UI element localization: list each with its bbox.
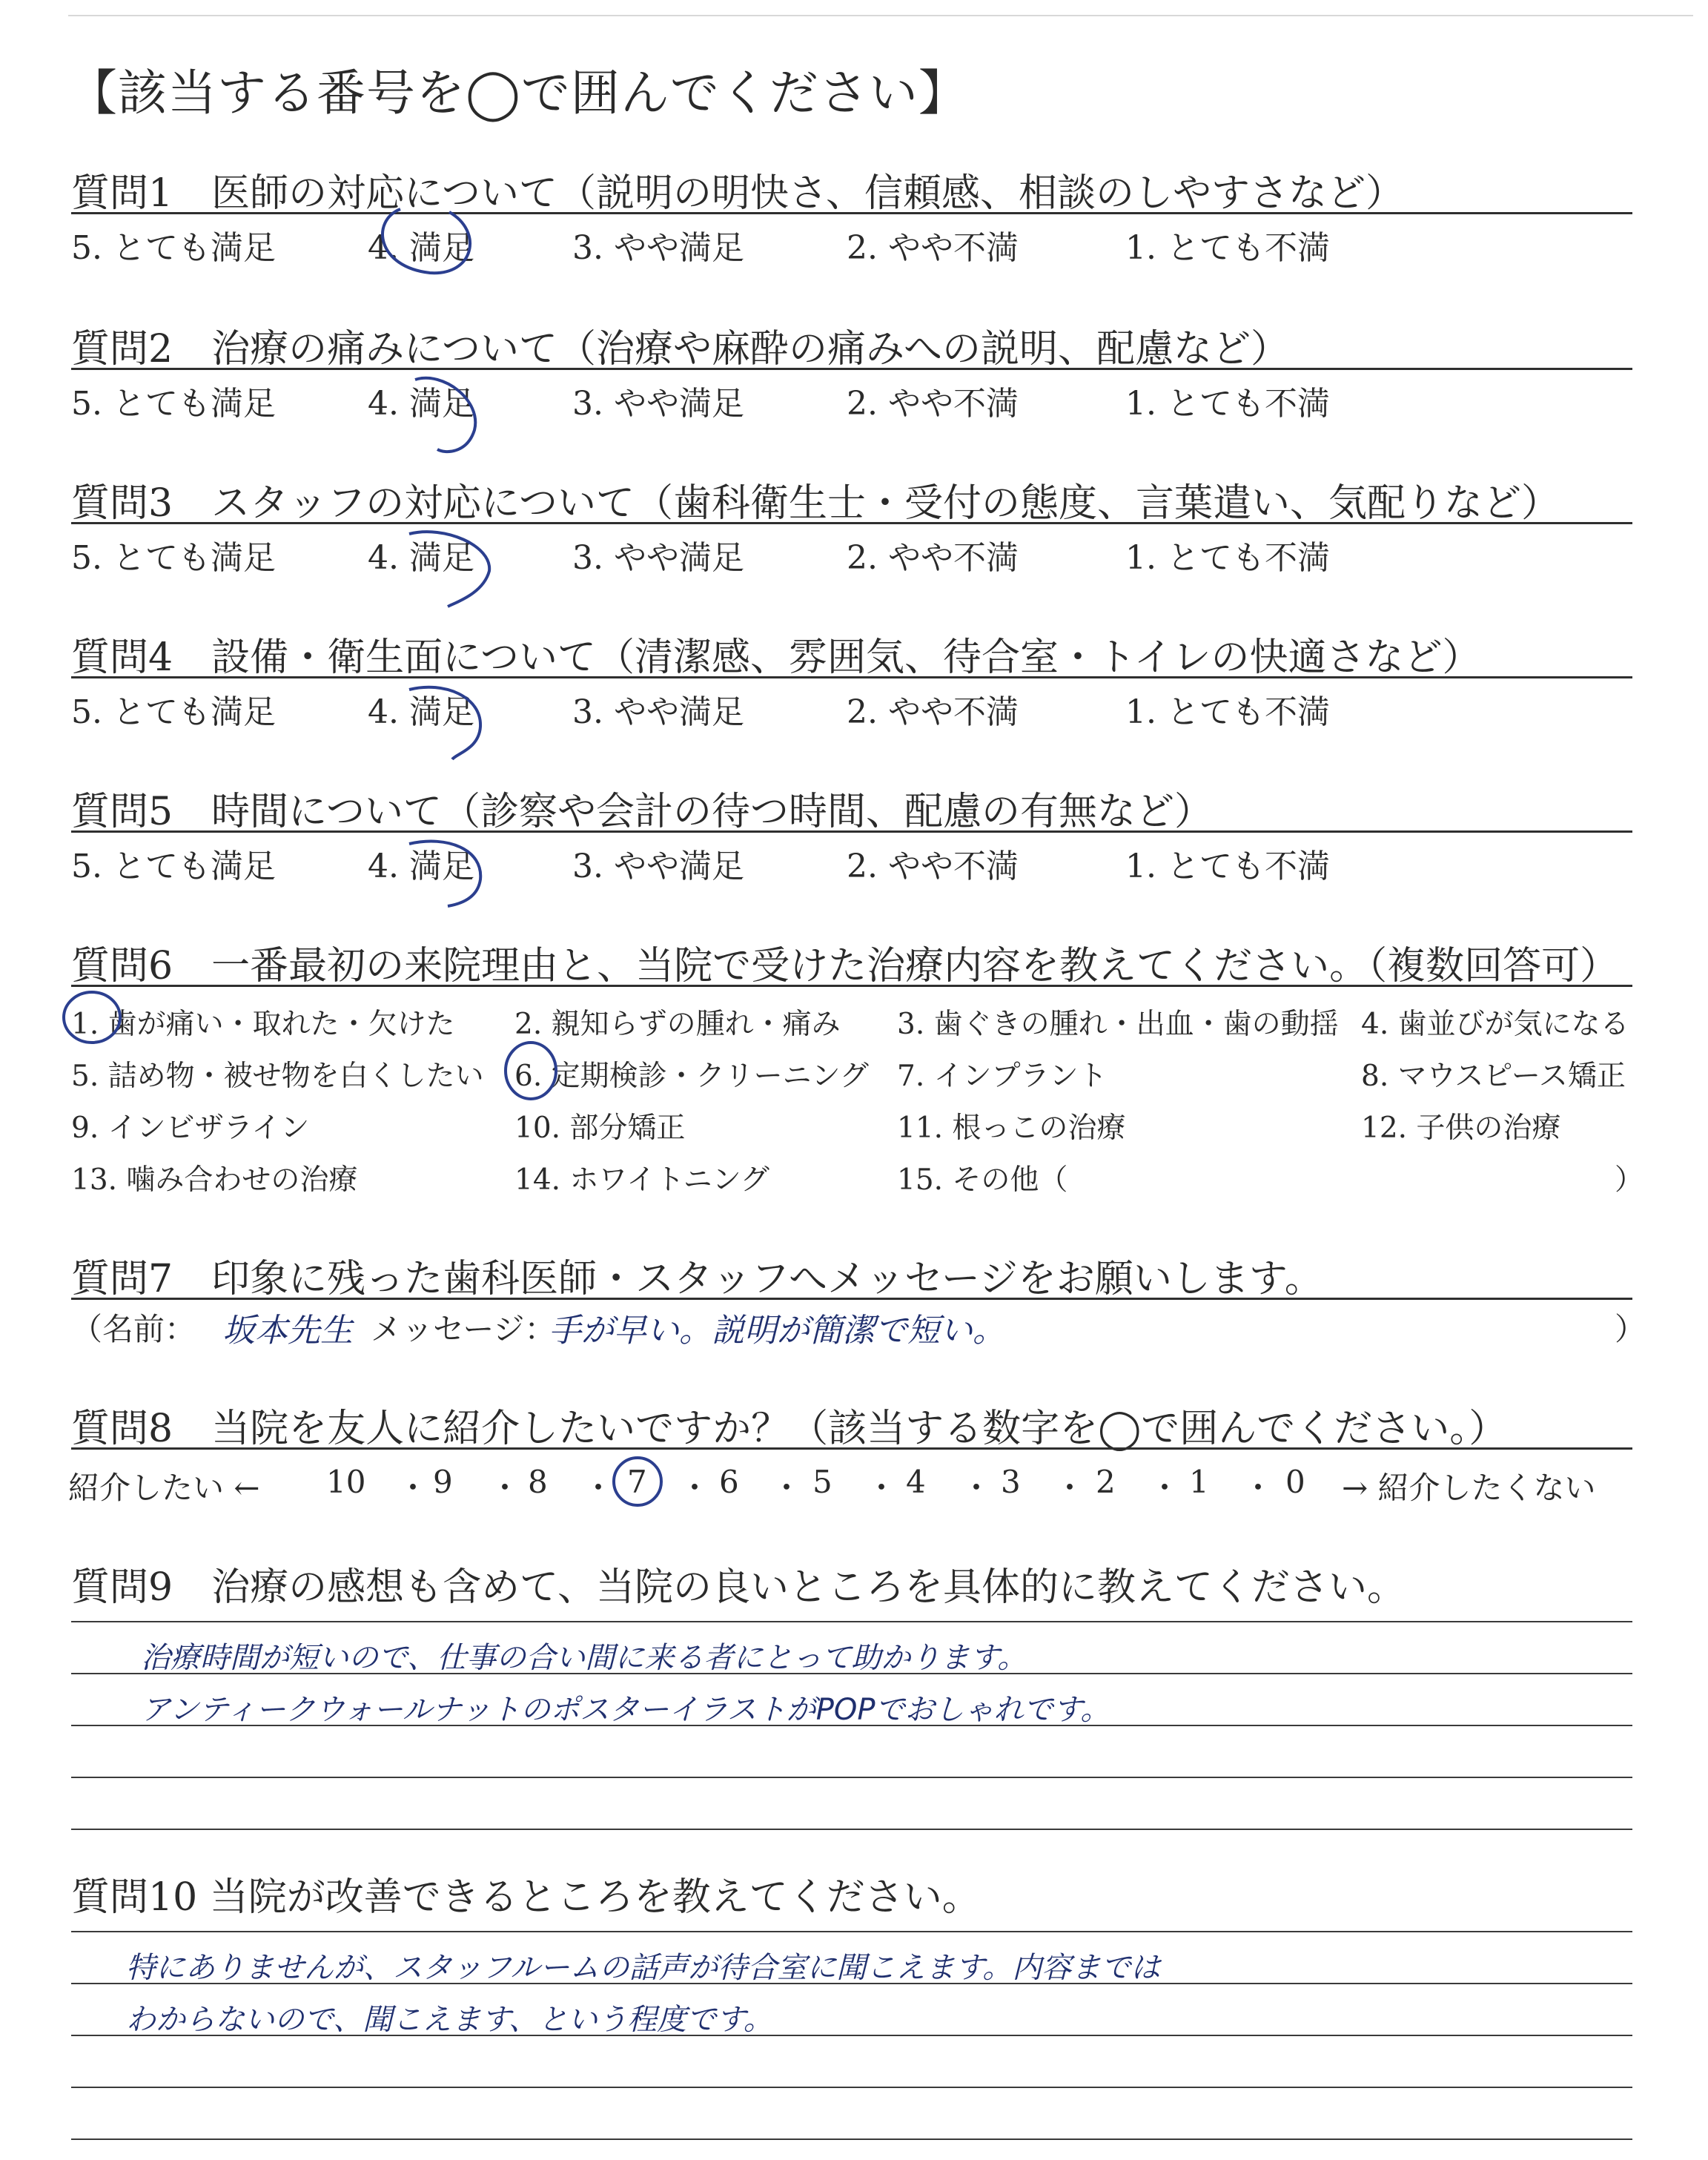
question-5: 質問5 時間について（診察や会計の待つ時間、配慮の有無など） <box>71 790 1214 834</box>
q3-option-4[interactable]: 4. 満足 <box>368 539 474 577</box>
q8-scale-10[interactable]: 10 <box>326 1464 366 1500</box>
q8-scale-3[interactable]: 3 <box>1001 1464 1021 1500</box>
q1-option-4[interactable]: 4. 満足 <box>368 229 474 267</box>
q3-option-1[interactable]: 1. とても不満 <box>1125 539 1330 577</box>
q8-scale-dot: ・ <box>866 1470 898 1506</box>
question-4: 質問4 設備・衛生面について（清潔感、雰囲気、待合室・トイレの快適さなど） <box>71 635 1481 680</box>
q8-scale-dot: ・ <box>1149 1470 1181 1506</box>
q2-option-4[interactable]: 4. 満足 <box>368 385 474 423</box>
q1-option-5[interactable]: 5. とても満足 <box>71 229 276 267</box>
q8-scale-dot: ・ <box>679 1470 711 1506</box>
q8-scale-dot: ・ <box>771 1470 803 1506</box>
question-3: 質問3 スタッフの対応について（歯科衛生士・受付の態度、言葉遣い、気配りなど） <box>71 481 1560 526</box>
q6-option-2[interactable]: 2. 親知らずの腫れ・痛み <box>514 1008 841 1041</box>
q2-option-3[interactable]: 3. やや満足 <box>572 385 744 423</box>
q6-option-3[interactable]: 3. 歯ぐきの腫れ・出血・歯の動揺 <box>897 1008 1339 1041</box>
q6-option-8[interactable]: 8. マウスピース矯正 <box>1361 1060 1626 1093</box>
q3-option-5[interactable]: 5. とても満足 <box>71 539 276 577</box>
q8-scale-4[interactable]: 4 <box>906 1464 926 1500</box>
q8-right-label: → 紹介したくない <box>1342 1470 1596 1506</box>
question-2: 質問2 治療の痛みについて（治療や麻酔の痛みへの説明、配慮など） <box>71 327 1290 371</box>
q8-scale-1[interactable]: 1 <box>1189 1464 1209 1500</box>
q6-option-9[interactable]: 9. インビザライン <box>71 1112 310 1145</box>
q6-option-4[interactable]: 4. 歯並びが気になる <box>1361 1008 1629 1041</box>
q3-selected-circle <box>409 532 489 607</box>
q5-option-2[interactable]: 2. やや不満 <box>847 848 1019 885</box>
q4-option-5[interactable]: 5. とても満足 <box>71 693 276 731</box>
q5-option-3[interactable]: 3. やや満足 <box>572 848 744 885</box>
q4-option-4[interactable]: 4. 満足 <box>368 693 474 731</box>
q1-option-2[interactable]: 2. やや不満 <box>847 229 1019 267</box>
q4-option-3[interactable]: 3. やや満足 <box>572 693 744 731</box>
q6-option-1[interactable]: 1. 歯が痛い・取れた・欠けた <box>71 1008 455 1041</box>
q6-option-1-circle <box>64 992 120 1043</box>
q8-scale-dot: ・ <box>961 1470 993 1506</box>
q7-message-label: メッセージ： <box>371 1311 556 1347</box>
q8-scale-5[interactable]: 5 <box>812 1464 833 1500</box>
q6-option-15-close: ） <box>1615 1163 1644 1197</box>
q8-scale-dot: ・ <box>583 1470 615 1506</box>
q6-option-6-circle <box>506 1043 556 1099</box>
q6-option-13[interactable]: 13. 噛み合わせの治療 <box>71 1163 358 1197</box>
q7-close-paren: ） <box>1615 1311 1646 1347</box>
q6-option-5[interactable]: 5. 詰め物・被せ物を白くしたい <box>71 1060 484 1093</box>
q3-option-3[interactable]: 3. やや満足 <box>572 539 744 577</box>
q9-answer-line-1[interactable]: 治療時間が短いので、仕事の合い間に来る者にとって助かります。 <box>141 1641 1027 1675</box>
q7-name-label: （名前： <box>71 1311 196 1347</box>
q5-option-5[interactable]: 5. とても満足 <box>71 848 276 885</box>
q8-left-label: 紹介したい ← <box>68 1470 260 1506</box>
q2-selected-circle <box>415 378 475 452</box>
q1-option-3[interactable]: 3. やや満足 <box>572 229 744 267</box>
q8-scale-dot: ・ <box>1242 1470 1274 1506</box>
q6-option-12[interactable]: 12. 子供の治療 <box>1361 1112 1561 1145</box>
q6-option-6[interactable]: 6. 定期検診・クリーニング <box>514 1060 869 1093</box>
question-9: 質問9 治療の感想も含めて、当院の良いところを具体的に教えてください。 <box>71 1565 1406 1610</box>
q10-answer-line-1[interactable]: 特にありませんが、スタッフルームの話声が待合室に聞こえます。内容までは <box>126 1951 1161 1985</box>
q1-selected-circle <box>383 209 470 273</box>
q6-option-7[interactable]: 7. インプラント <box>897 1060 1108 1093</box>
question-1: 質問1 医師の対応について（説明の明快さ、信頼感、相談のしやすさなど） <box>71 171 1404 216</box>
q8-scale-0[interactable]: 0 <box>1285 1464 1305 1500</box>
q6-option-14[interactable]: 14. ホワイトニング <box>514 1163 769 1197</box>
q5-option-1[interactable]: 1. とても不満 <box>1125 848 1330 885</box>
question-10: 質問10 当院が改善できるところを教えてください。 <box>71 1875 981 1920</box>
q6-option-10[interactable]: 10. 部分矯正 <box>514 1112 686 1145</box>
q4-option-1[interactable]: 1. とても不満 <box>1125 693 1330 731</box>
q3-option-2[interactable]: 2. やや不満 <box>847 539 1019 577</box>
q5-selected-circle <box>409 842 480 906</box>
q2-option-2[interactable]: 2. やや不満 <box>847 385 1019 423</box>
q8-selected-circle <box>614 1458 661 1505</box>
q9-answer-line-2[interactable]: アンティークウォールナットのポスターイラストがPOPでおしゃれです。 <box>141 1693 1110 1727</box>
question-8: 質問8 当院を友人に紹介したいですか？（該当する数字を◯で囲んでください。） <box>71 1407 1508 1451</box>
q7-message-value[interactable]: 手が早い。説明が簡潔で短い。 <box>549 1312 1005 1350</box>
q1-option-1[interactable]: 1. とても不満 <box>1125 229 1330 267</box>
q2-option-5[interactable]: 5. とても満足 <box>71 385 276 423</box>
question-7: 質問7 印象に残った歯科医師・スタッフへメッセージをお願いします。 <box>71 1257 1323 1301</box>
q6-option-15[interactable]: 15. その他（ <box>897 1163 1068 1197</box>
q8-scale-dot: ・ <box>489 1470 521 1506</box>
q2-option-1[interactable]: 1. とても不満 <box>1125 385 1330 423</box>
q10-answer-line-2[interactable]: わからないので、聞こえます、という程度です。 <box>126 2003 773 2037</box>
question-6: 質問6 一番最初の来院理由と、当院で受けた治療内容を教えてください。（複数回答可） <box>71 944 1619 988</box>
q5-option-4[interactable]: 4. 満足 <box>368 848 474 885</box>
q8-scale-7[interactable]: 7 <box>627 1464 647 1500</box>
q6-option-11[interactable]: 11. 根っこの治療 <box>897 1112 1126 1145</box>
form-title: 【該当する番号を◯で囲んでください】 <box>68 65 968 122</box>
q8-scale-8[interactable]: 8 <box>528 1464 548 1500</box>
q4-option-2[interactable]: 2. やや不満 <box>847 693 1019 731</box>
q7-name-value[interactable]: 坂本先生 <box>222 1312 353 1350</box>
q8-scale-6[interactable]: 6 <box>719 1464 739 1500</box>
q8-scale-dot: ・ <box>397 1470 429 1506</box>
q8-scale-dot: ・ <box>1054 1470 1086 1506</box>
q8-scale-9[interactable]: 9 <box>433 1464 453 1500</box>
q8-scale-2[interactable]: 2 <box>1096 1464 1116 1500</box>
q4-selected-circle <box>409 687 480 759</box>
